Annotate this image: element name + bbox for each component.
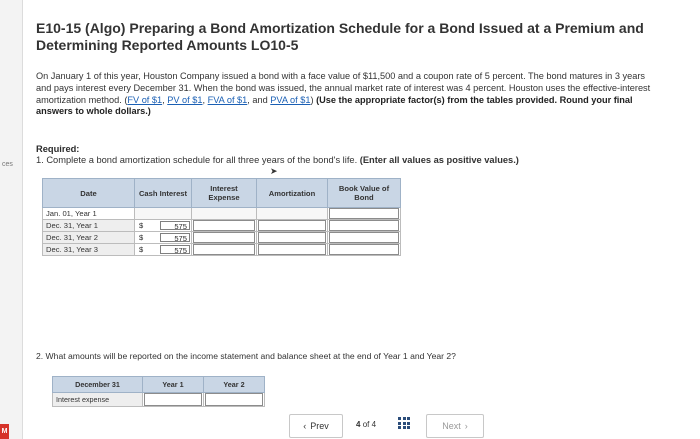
cash-cell	[135, 208, 192, 220]
interest-expense-cell	[192, 208, 257, 220]
table-row	[43, 208, 401, 220]
book-value-cell	[328, 232, 401, 244]
interest-expense-input[interactable]	[193, 244, 255, 255]
header-december-31: December 31	[53, 377, 143, 393]
rail-label[interactable]: ces	[2, 161, 13, 168]
table-row	[43, 220, 401, 232]
header-amortization: Amortization	[257, 179, 328, 208]
book-value-input[interactable]	[329, 232, 399, 243]
interest-expense-cell	[192, 244, 257, 256]
interest-expense-cell	[192, 232, 257, 244]
page-indicator: 4 of 4	[356, 420, 377, 429]
problem-text: On January 1 of this year, Houston Company issued a bond with a face value of $11,500 and a coupon rate of 5 percent. The bond matures in 3 years and pays interest every December 31. When the bond was issued, the annual market rate of interest was 4 percent. Houston uses the effective-interest amortization method. (	[36, 71, 651, 105]
interest-expense-input[interactable]	[193, 232, 255, 243]
cash-interest-value: 575	[160, 245, 190, 254]
grid-icon[interactable]	[398, 417, 410, 429]
book-value-input[interactable]	[329, 220, 399, 231]
amortization-schedule-table	[42, 178, 401, 256]
year-2-cell	[204, 393, 265, 407]
link-pv-of-1[interactable]: PV of $1	[167, 94, 203, 105]
cash-cell	[135, 220, 192, 232]
currency-symbol: $	[139, 245, 144, 254]
date-cell: Dec. 31, Year 2	[43, 232, 135, 244]
prev-label: Prev	[310, 421, 329, 431]
book-value-cell	[328, 208, 401, 220]
table-row	[53, 393, 265, 407]
cash-interest-value: 575	[160, 233, 190, 242]
link-fv-of-1[interactable]: FV of $1	[127, 94, 163, 105]
amortization-input[interactable]	[258, 220, 326, 231]
date-cell: Jan. 01, Year 1	[43, 208, 135, 220]
link-fva-of-1[interactable]: FVA of $1	[207, 94, 248, 105]
date-cell: Dec. 31, Year 3	[43, 244, 135, 256]
book-value-cell	[328, 220, 401, 232]
link-pva-of-1[interactable]: PVA of $1	[270, 94, 311, 105]
left-rail	[0, 0, 23, 439]
amortization-cell	[257, 220, 328, 232]
interest-expense-input[interactable]	[193, 220, 255, 231]
header-interest-expense: Interest Expense	[192, 179, 257, 208]
header-year-2: Year 2	[204, 377, 265, 393]
chevron-left-icon: ‹	[303, 421, 307, 431]
header-year-1: Year 1	[143, 377, 204, 393]
question-2: 2. What amounts will be reported on the income statement and balance sheet at the end of Year 1 and Year 2?	[36, 351, 456, 361]
table-row	[43, 232, 401, 244]
required-heading: Required:	[36, 144, 80, 154]
year-1-interest-input[interactable]	[144, 393, 202, 406]
problem-instruction: (Use the appropriate factor(s) from the tables provided. Round your final answers to whole dollars.)	[36, 94, 633, 117]
book-value-cell	[328, 244, 401, 256]
header-cash-interest: Cash Interest	[135, 179, 192, 208]
problem-statement: On January 1 of this year, Houston Company issued a bond with a face value of $11,500 and a coupon rate of 5 percent. The bond matures in 3 years and pays interest every December 31. When the bond was issued, the annual market rate of interest was 4 percent. Houston uses the effective-interest amortization method. (FV of $1, PV of $1, FVA of $1, and PVA of $1) (Use the appropriate factor(s) from the tables provided. Round your final answers to whole dollars.)	[36, 71, 651, 117]
table-row	[43, 244, 401, 256]
interest-expense-cell	[192, 220, 257, 232]
amortization-cell	[257, 208, 328, 220]
amortization-cell	[257, 232, 328, 244]
header-book-value: Book Value of Bond	[328, 179, 401, 208]
currency-symbol: $	[139, 233, 144, 242]
chevron-right-icon: ›	[464, 421, 468, 431]
book-value-input[interactable]	[329, 244, 399, 255]
year-1-cell	[143, 393, 204, 407]
year-2-interest-input[interactable]	[205, 393, 263, 406]
date-cell: Dec. 31, Year 1	[43, 220, 135, 232]
mouse-cursor-icon: ➤	[270, 166, 278, 176]
amortization-cell	[257, 244, 328, 256]
cash-interest-value: 575	[160, 221, 190, 230]
cash-cell	[135, 244, 192, 256]
interest-expense-label: Interest expense	[53, 393, 143, 407]
cash-cell	[135, 232, 192, 244]
currency-symbol: $	[139, 221, 144, 230]
book-value-input[interactable]	[329, 208, 399, 219]
prev-button[interactable]	[289, 414, 343, 438]
amortization-input[interactable]	[258, 244, 326, 255]
next-button[interactable]	[426, 414, 484, 438]
next-label: Next	[442, 421, 461, 431]
amortization-input[interactable]	[258, 232, 326, 243]
header-date: Date	[43, 179, 135, 208]
problem-title: E10-15 (Algo) Preparing a Bond Amortization Schedule for a Bond Issued at a Premium and Determining Reported Amounts LO10-5	[36, 20, 644, 53]
requirement-1: 1. Complete a bond amortization schedule for all three years of the bond's life. (Enter all values as positive values.)	[36, 155, 519, 165]
income-statement-table	[52, 376, 265, 407]
mcgraw-logo-icon: M	[0, 424, 9, 439]
